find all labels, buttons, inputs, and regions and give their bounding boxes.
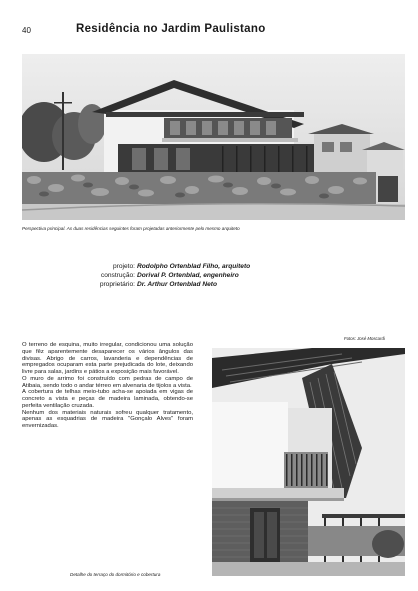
body-paragraph: A cobertura de telhas meio-tubo acha-se apoiada em vigas de concreto a vista e peças de madeira laminada, obtendo-se perfeita ventilação cruzada.: [22, 389, 193, 409]
credit-row-project: [80, 263, 250, 272]
credit-label: construção:: [100, 271, 135, 279]
page-number: 40: [22, 26, 31, 35]
detail-photo-caption: Detalhe do terraço do dormitório e cobertura: [70, 572, 161, 577]
body-paragraph: Nenhum dos materiais naturais sofreu qualquer tratamento, apenas as esquadrias de madeira "Gonçalo Alves" foram envernizadas.: [22, 409, 193, 429]
credit-row-owner: [80, 281, 250, 290]
credit-value: Rodolpho Ortenblad Filho, arquiteto: [137, 263, 251, 270]
body-text: [22, 342, 193, 430]
body-paragraph: O terreno de esquina, muito irregular, condicionou uma solução que fêz aparentemente desaparecer os vários ângulos das divisas. Abrigo de carros, lavanderia e dependências de empregados ocuparam esta parte prejudicada do lote, deixando livre para salas, jardins e pátios a exposição mais favorável.: [22, 342, 193, 375]
photo-credit: Fotos: José Moscardi: [344, 336, 385, 341]
body-paragraph: O muro de arrimo foi construído com pedras de campo de Atibaia, sendo todo o andar térreo em alvenaria de tijolos a vista.: [22, 375, 193, 389]
main-photo: [22, 54, 405, 220]
credit-label: proprietário:: [99, 280, 135, 288]
credits: [80, 263, 250, 289]
credit-label: projeto:: [113, 263, 135, 270]
credit-value: Dr. Arthur Ortenblad Neto: [137, 280, 217, 288]
main-photo-caption: Perspectiva principal. As duas residências seguintes foram projetadas anteriormente pelo mesmo arquiteto: [22, 226, 240, 231]
page-title: Residência no Jardim Paulistano: [76, 23, 266, 35]
detail-photo: [212, 348, 405, 576]
credit-row-construction: [80, 272, 250, 281]
credit-value: Dorival P. Ortenblad, engenheiro: [137, 271, 239, 279]
